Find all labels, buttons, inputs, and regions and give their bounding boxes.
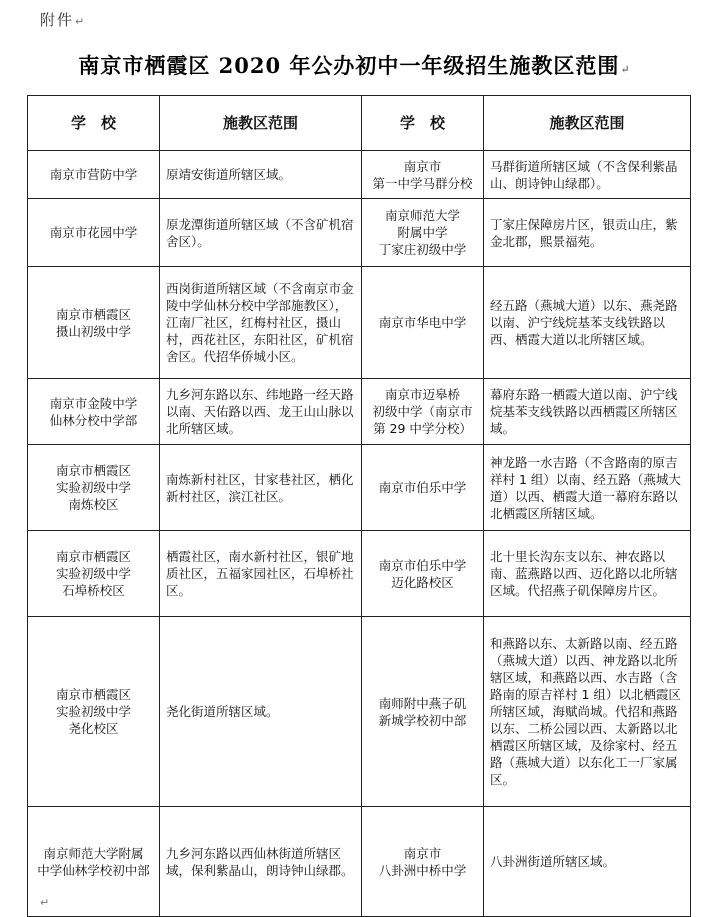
right-area-cell: 八卦洲街道所辖区域。 [484, 807, 691, 917]
paragraph-mark-icon: ↵ [620, 63, 631, 76]
left-school-cell: 南京市栖霞区 实验初级中学 石埠桥校区 [28, 531, 160, 617]
right-area-cell: 丁家庄保障房片区，银贡山庄，紫金北郡，熙景福苑。 [484, 199, 691, 267]
table-row [28, 151, 691, 199]
right-school-cell: 南京市迈皋桥 初级中学（南京市 第 29 中学分校） [362, 379, 484, 445]
left-area-cell: 南炼新村社区，甘家巷社区，栖化新村社区，滨江社区。 [160, 445, 362, 531]
right-area-cell: 幕府东路一栖霞大道以南、沪宁线烷基苯支线铁路以西栖霞区所辖区域。 [484, 379, 691, 445]
left-area-cell: 原靖安街道所辖区域。 [160, 151, 362, 199]
left-area-cell: 九乡河东路以西仙林街道所辖区域，保利紫晶山，朗诗钟山绿郡。 [160, 807, 362, 917]
table-body [28, 151, 691, 917]
left-area-cell: 西岗街道所辖区域（不含南京市金陵中学仙林分校中学部施教区），江南厂社区，红梅村社区，摄山村，西花社区，东阳社区，矿机宿舍区。代招华侨城小区。 [160, 267, 362, 379]
right-school-cell: 南京市 第一中学马群分校 [362, 151, 484, 199]
left-area-cell: 九乡河东路以东、纬地路一经天路以南、天佑路以西、龙王山山脉以北所辖区域。 [160, 379, 362, 445]
right-school-cell: 南京市 八卦洲中桥中学 [362, 807, 484, 917]
table-row [28, 267, 691, 379]
left-school-cell: 南京市花园中学 [28, 199, 160, 267]
document-title: 南京市栖霞区 2020 年公办初中一年级招生施教区范围↵ [78, 53, 631, 78]
right-school-cell: 南京师范大学 附属中学 丁家庄初级中学 [362, 199, 484, 267]
paragraph-mark-icon: ↵ [40, 896, 50, 909]
table-row [28, 379, 691, 445]
left-area-cell: 栖霞社区，南水新村社区，银矿地质社区，五福家园社区，石埠桥社区。 [160, 531, 362, 617]
right-school-cell: 南京市伯乐中学 [362, 445, 484, 531]
right-school-cell: 南京市伯乐中学 迈化路校区 [362, 531, 484, 617]
left-school-cell: 南京市金陵中学 仙林分校中学部 [28, 379, 160, 445]
paragraph-mark-icon: ↵ [75, 15, 87, 28]
left-school-cell: 南京市栖霞区 实验初级中学 南炼校区 [28, 445, 160, 531]
left-school-cell: 南京市栖霞区 摄山初级中学 [28, 267, 160, 379]
table-row [28, 617, 691, 807]
right-area-cell: 神龙路一水吉路（不含路南的原吉祥村 1 组）以南、经五路（燕城大道）以西、栖霞大道一幕府东路以北栖霞区所辖区域。 [484, 445, 691, 531]
right-school-cell: 南师附中燕子矶 新城学校初中部 [362, 617, 484, 807]
right-area-cell: 和燕路以东、太新路以南、经五路（燕城大道）以西、神龙路以北所辖区域，和燕路以西、水吉路（含路南的原吉祥村 1 组）以北栖霞区所辖区域，海赋尚城。代招和燕路以东、二桥公园以西、太新路以北栖霞区所辖区域，及徐家村、经五路（燕城大道）以东化工一厂家属区。 [484, 617, 691, 807]
left-area-cell: 尧化街道所辖区域。 [160, 617, 362, 807]
right-area-cell: 马群街道所辖区域（不含保利紫晶山、朗诗钟山绿郡）。 [484, 151, 691, 199]
table-row [28, 807, 691, 917]
right-area-cell: 经五路（燕城大道）以东、燕尧路以南、沪宁线烷基苯支线铁路以西、栖霞大道以北所辖区域。 [484, 267, 691, 379]
table-row [28, 199, 691, 267]
header-school-left: 学 校 [28, 96, 160, 151]
left-school-cell: 南京市营防中学 [28, 151, 160, 199]
right-area-cell: 北十里长沟东支以东、神农路以南、蓝燕路以西、迈化路以北所辖区域。代招燕子矶保障房片区。 [484, 531, 691, 617]
left-school-cell: 南京市栖霞区 实验初级中学 尧化校区 [28, 617, 160, 807]
attachment-label: 附件↵ [40, 11, 87, 29]
table-row [28, 531, 691, 617]
table-header-row [28, 96, 691, 151]
left-area-cell: 原龙潭街道所辖区域（不含矿机宿舍区）。 [160, 199, 362, 267]
right-school-cell: 南京市华电中学 [362, 267, 484, 379]
header-area-left: 施教区范围 [160, 96, 362, 151]
header-area-right: 施教区范围 [484, 96, 691, 151]
table-row [28, 445, 691, 531]
header-school-right: 学 校 [362, 96, 484, 151]
enrollment-table [27, 95, 691, 917]
left-school-cell: 南京师范大学附属 中学仙林学校初中部 [28, 807, 160, 917]
